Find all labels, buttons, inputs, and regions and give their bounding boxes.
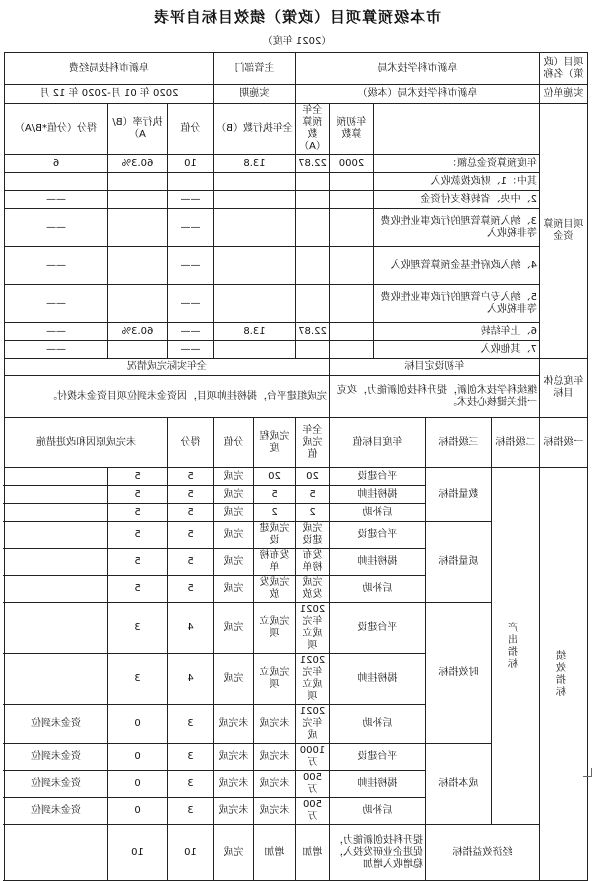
ind-reason: [4, 576, 107, 603]
page-corner-mark: [583, 768, 592, 777]
funds-cell: ——: [4, 323, 107, 341]
funds-cell: [108, 191, 168, 209]
ind-benefit-got: 10: [108, 825, 168, 881]
ind-target: 20: [296, 468, 330, 486]
funds-cell: [214, 173, 296, 191]
ind-score: 4: [168, 654, 214, 705]
ind-actual: 5: [254, 486, 296, 504]
funds-cell: ——: [4, 191, 107, 209]
ind-got: 3: [108, 654, 168, 705]
ind-degree: 未完成: [214, 705, 254, 744]
impl-label: 实施单位: [540, 85, 588, 104]
ind-target: 1000 万: [296, 744, 330, 771]
funds-cell: ——: [4, 285, 107, 323]
ind-benefit-target: 增加: [296, 825, 330, 881]
ind-l3: 后补助: [330, 798, 426, 825]
funds-cell: [108, 247, 168, 285]
goals-set-text: 继续科学技术创新，提升科技创新能力，攻克一批关键核心技术。: [330, 376, 540, 418]
ind-degree: 未完成: [214, 744, 254, 771]
funds-cell: [296, 173, 330, 191]
ind-l3: 揭榜挂帅: [330, 654, 426, 705]
ind-actual: 未完成: [254, 705, 296, 744]
ind-score: 3: [168, 705, 214, 744]
goals-actual-label: 全年实际完成情况: [4, 359, 329, 376]
dept-value: 阜新市科技局经费: [4, 53, 213, 85]
ind-score: 5: [168, 486, 214, 504]
project-name: 阜新市科学技术局: [296, 53, 540, 85]
funds-cell: 13.8: [214, 323, 296, 341]
funds-row-label: 7、其他收入: [374, 341, 540, 359]
ind-score: 3: [168, 798, 214, 825]
ind-benefit-l3: 提升科技创新能力，促进企业研发投入，稳增收入增加: [330, 825, 426, 881]
funds-cell: 13.8: [214, 155, 296, 173]
ind-l3: 平台建设: [330, 522, 426, 549]
ind-target: 发布榜单: [296, 549, 330, 576]
ind-group-name: 数量指标: [426, 468, 492, 522]
ind-l3: 揭榜挂帅: [330, 771, 426, 798]
goals-set-label: 年初设定目标: [330, 359, 540, 376]
funds-cell: ——: [168, 247, 214, 285]
ind-degree: 完成: [214, 468, 254, 486]
dept-label: 主管部门: [214, 53, 296, 85]
funds-cell: [214, 341, 296, 359]
project-name-label: 项目（政策）名称: [540, 53, 588, 85]
ind-l3: 后补助: [330, 576, 426, 603]
funds-row-label: 年度预算资金总额：: [374, 155, 540, 173]
funds-section-label: 项目预算资金: [540, 104, 588, 359]
ind-reason: [4, 504, 107, 522]
ind-target: 2: [296, 504, 330, 522]
ind-l3: 后补助: [330, 504, 426, 522]
ind-score: 3: [168, 744, 214, 771]
ind-reason: [4, 654, 107, 705]
ind-degree: 完成: [214, 486, 254, 504]
funds-cell: [296, 341, 330, 359]
funds-row-label: 5、纳入专户管理的行政事业性收费等非税收入: [374, 285, 540, 323]
funds-cell: ——: [4, 341, 107, 359]
ind-got: 3: [108, 603, 168, 654]
ind-got: 0: [108, 705, 168, 744]
ind-actual: 未完成: [254, 771, 296, 798]
ind-got: 0: [108, 798, 168, 825]
ind-benefit-score: 10: [168, 825, 214, 881]
evaluation-table: [4, 52, 588, 881]
ind-score: 5: [168, 549, 214, 576]
ind-got: 5: [108, 504, 168, 522]
ind-reason: 资金未到位: [4, 798, 107, 825]
funds-cell: 60.3%: [108, 323, 168, 341]
ind-target: 2021 年完成立项: [296, 654, 330, 705]
ind-actual: 完成建设: [254, 522, 296, 549]
ind-actual: 完成发放: [254, 576, 296, 603]
period-label: 实施期: [214, 85, 296, 104]
ind-group-name: 时效指标: [426, 603, 492, 744]
funds-cell: 2000: [330, 155, 374, 173]
ind-got: 5: [108, 486, 168, 504]
funds-cell: [168, 173, 214, 191]
ind-target: 500 万: [296, 771, 330, 798]
ind-l3: 揭榜挂帅: [330, 486, 426, 504]
ind-degree: 未完成: [214, 771, 254, 798]
page-title: 市本级预算项目（政策）绩效目标自评表: [153, 8, 442, 26]
ind-score: 5: [168, 576, 214, 603]
funds-header: 年初预算数: [330, 104, 374, 155]
ind-header: 得分: [168, 418, 214, 468]
ind-degree: 完成: [214, 654, 254, 705]
ind-l3: 平台建设: [330, 744, 426, 771]
ind-header: 完成程度: [254, 418, 296, 468]
ind-reason: 资金未到位: [4, 744, 107, 771]
funds-cell: [4, 173, 107, 191]
funds-cell: [296, 209, 330, 247]
ind-degree: 未完成: [214, 798, 254, 825]
ind-reason: [4, 522, 107, 549]
ind-header: 分值: [214, 418, 254, 468]
ind-reason: [4, 468, 107, 486]
funds-cell: 6: [4, 155, 107, 173]
funds-cell: [296, 285, 330, 323]
funds-header: 分值: [168, 104, 214, 155]
funds-cell: ——: [168, 285, 214, 323]
ind-got: 5: [108, 522, 168, 549]
funds-row-label: 2、中央、省转移支付资金: [374, 191, 540, 209]
ind-target: 500 万: [296, 798, 330, 825]
ind-actual: 2: [254, 504, 296, 522]
funds-cell: [108, 341, 168, 359]
funds-cell: ——: [168, 191, 214, 209]
funds-cell: ——: [4, 247, 107, 285]
ind-got: 5: [108, 468, 168, 486]
ind-l3: 平台建设: [330, 468, 426, 486]
funds-header-blank: [374, 104, 540, 155]
ind-header: 二级指标: [492, 418, 540, 468]
ind-benefit-actual: 增加: [254, 825, 296, 881]
ind-target: 完成发放: [296, 576, 330, 603]
ind-reason: [4, 486, 107, 504]
ind-group-name: 成本指标: [426, 744, 492, 825]
ind-score: 5: [168, 522, 214, 549]
ind-benefit-degree: 完成: [214, 825, 254, 881]
ind-reason: [4, 549, 107, 576]
ind-target: 完成建设: [296, 522, 330, 549]
goals-section-label: 年度总体目标: [540, 359, 588, 418]
funds-cell: [330, 191, 374, 209]
ind-degree: 完成: [214, 522, 254, 549]
ind-header: 未完成原因和改进措施: [4, 418, 167, 468]
funds-cell: 22.87: [296, 155, 330, 173]
funds-cell: 10: [168, 155, 214, 173]
ind-score: 3: [168, 771, 214, 798]
ind-degree: 完成: [214, 603, 254, 654]
ind-benefit-reason: [4, 825, 107, 881]
ind-reason: 资金未到位: [4, 771, 107, 798]
impl-unit: 阜新市科学技术局（本级）: [296, 85, 540, 104]
funds-cell: [108, 209, 168, 247]
funds-row-label: 其中：1、财政拨款收入: [374, 173, 540, 191]
ind-header: 一级指标: [540, 418, 588, 468]
funds-header: 得分（分值*B/A）: [4, 104, 107, 155]
ind-level1: 绩效指标: [540, 468, 588, 881]
ind-degree: 完成: [214, 504, 254, 522]
funds-cell: [296, 247, 330, 285]
ind-benefit-label: 经济效益指标: [426, 825, 540, 881]
ind-reason: [4, 603, 107, 654]
ind-target: 2021 年完成立项: [296, 603, 330, 654]
funds-cell: [108, 285, 168, 323]
funds-cell: ——: [168, 323, 214, 341]
ind-score: 5: [168, 504, 214, 522]
period-value: 2020 年 01 月-2020 年 12 月: [4, 85, 213, 104]
funds-cell: [108, 173, 168, 191]
funds-cell: [330, 173, 374, 191]
ind-score: 5: [168, 468, 214, 486]
ind-actual: 未完成: [254, 798, 296, 825]
ind-l3: 揭榜挂帅: [330, 549, 426, 576]
ind-actual: 未完成: [254, 744, 296, 771]
ind-actual: 发布榜单: [254, 549, 296, 576]
ind-actual: 完成立项: [254, 603, 296, 654]
funds-cell: 60.3%: [108, 155, 168, 173]
ind-actual: 20: [254, 468, 296, 486]
ind-reason: 资金未到位: [4, 705, 107, 744]
ind-header: 全年完成值: [296, 418, 330, 468]
ind-group-name: 质量指标: [426, 522, 492, 603]
funds-header: 全年预算数（A）: [296, 104, 330, 155]
funds-cell: [214, 285, 296, 323]
funds-cell: ——: [4, 209, 107, 247]
ind-got: 0: [108, 771, 168, 798]
funds-cell: [214, 191, 296, 209]
funds-row-label: 3、纳入预算管理的行政事业性收费等非税收入: [374, 209, 540, 247]
funds-cell: [214, 247, 296, 285]
funds-cell: ——: [168, 341, 214, 359]
funds-header: 全年执行数（B）: [214, 104, 296, 155]
funds-cell: [214, 209, 296, 247]
ind-actual: 完成立项: [254, 654, 296, 705]
funds-cell: [330, 247, 374, 285]
ind-output-label: 产出指标: [492, 468, 540, 825]
goals-actual-text: 完成组建平台，揭榜挂帅项目，因资金未到位项目资金未拨付。: [4, 376, 329, 418]
funds-cell: [330, 285, 374, 323]
funds-cell: [296, 191, 330, 209]
funds-row-label: 4、纳入政府性基金预算管理收入: [374, 247, 540, 285]
ind-got: 5: [108, 549, 168, 576]
ind-header: 三级指标: [426, 418, 492, 468]
ind-header: 年度目标值: [330, 418, 426, 468]
funds-cell: [330, 341, 374, 359]
ind-got: 0: [108, 744, 168, 771]
ind-l3: 平台建设: [330, 603, 426, 654]
funds-row-label: 6、上年结转: [374, 323, 540, 341]
ind-target: 5: [296, 486, 330, 504]
ind-degree: 完成: [214, 549, 254, 576]
funds-header: 执行率（B/A）: [108, 104, 168, 155]
funds-cell: [330, 209, 374, 247]
funds-cell: 22.87: [296, 323, 330, 341]
ind-got: 5: [108, 576, 168, 603]
funds-cell: ——: [168, 209, 214, 247]
page-year: （2021 年度）: [262, 36, 332, 47]
funds-cell: [330, 323, 374, 341]
ind-score: 4: [168, 603, 214, 654]
ind-l3: 后补助: [330, 705, 426, 744]
ind-target: 2021 年完成: [296, 705, 330, 744]
ind-degree: 完成: [214, 576, 254, 603]
